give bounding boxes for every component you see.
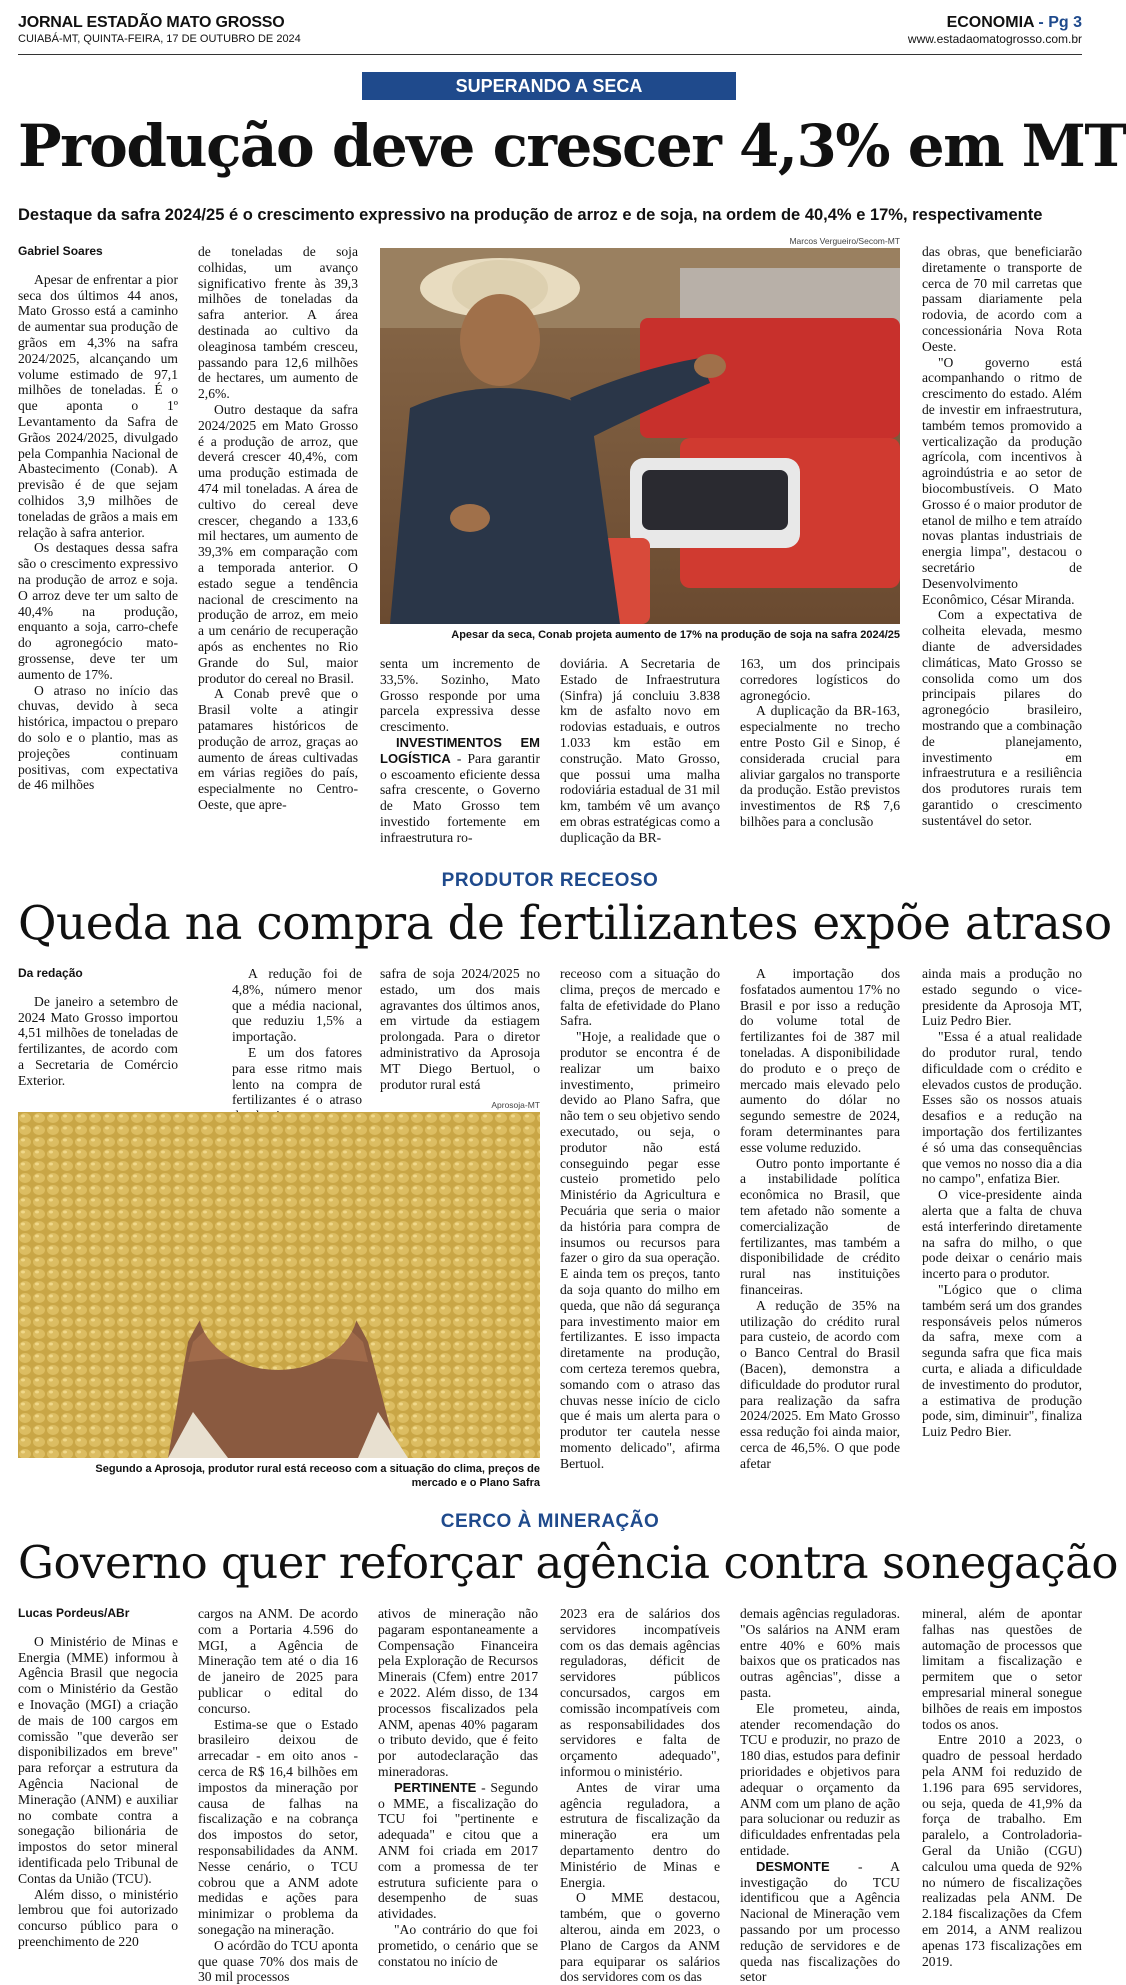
article1-byline: Gabriel Soares: [18, 244, 103, 258]
article3-column-4: [560, 1606, 720, 1985]
subhead-pertinente: PERTINENTE: [394, 1779, 477, 1795]
article2-photo: [18, 1112, 540, 1458]
paragraph: Outro ponto importante é a instabilidade política econômica no Brasil, que tem afetado não somente a comercialização de fertilizantes, mas também a disponibilidade de crédito rural nas instituições financeiras.: [740, 1155, 900, 1297]
section-name: ECONOMIA: [946, 14, 1034, 31]
paragraph: Estima-se que o Estado brasileiro deixou de arrecadar - em oito anos - cerca de R$ 16,4 bilhões em impostos da mineração por causa de falhas na fiscalização e na cobrança dos impostos do setor, responsabilidades da ANM. Nesse cenário, o TCU cobrou que a ANM adote medidas e ações para minimizar o problema da sonegação na mineração.: [198, 1716, 358, 1937]
article3-kicker: CERCO À MINERAÇÃO: [440, 1511, 660, 1532]
paragraph: Antes de virar uma agência reguladora, a estrutura de fiscalização da mineração era um departamento dentro do Ministério de Minas e Energia.: [560, 1779, 720, 1890]
paragraph: De janeiro a setembro de 2024 Mato Grosso importou 4,51 milhões de toneladas de fertilizantes, de acordo com a Secretaria de Comércio Exterior.: [18, 993, 178, 1088]
paragraph: "Ao contrário do que foi prometido, o cenário que se constatou no início de: [378, 1921, 538, 1969]
article2-photo-credit: Aprosoja-MT: [491, 1100, 540, 1110]
paragraph: Ele prometeu, ainda, atender recomendação do TCU e produzir, no prazo de 180 dias, estudos para definir prioridades e objetivos para adequar o orçamento da ANM com um plano de ação para solucionar ou reduzir as dificuldades enfrentadas pela entidade.: [740, 1700, 900, 1858]
paragraph: das obras, que beneficiarão diretamente o transporte de cerca de 70 mil carretas que passam diariamente pela rodovia, de acordo com a concessionária Nova Rota Oeste.: [922, 244, 1082, 354]
page-separator: -: [1033, 14, 1049, 31]
paragraph: Apesar de enfrentar a pior seca dos últimos 44 anos, Mato Grosso está a caminho de aumentar sua produção de grãos em 4,3% na safra 2024/2025, alcançando um volume estimado de 97,1 milhões de toneladas. É o que aponta o 1º Levantamento da Safra de Grãos 2024/2025, divulgado pela Companhia Nacional de Abastecimento (Conab). A previsão é de que sejam colhidos 3,9 milhões de toneladas de grãos a mais em relação à safra anterior.: [18, 271, 178, 540]
paragraph: E um dos fatores para esse ritmo mais lento na compra de fertilizantes é o atraso: [232, 1044, 362, 1108]
paragraph: O Ministério de Minas e Energia (MME) informou à Agência Brasil que negocia com o Ministério da Gestão e Inovação (MGI) a criação de mais de 100 cargos em comissão "que deverão ser disponibilizados em breve" para reforçar a estrutura da Agência Nacional de Mineração (ANM) e auxiliar no combate contra a sonegação bilionária de impostos do setor mineral identificada pelo Tribunal de Contas da União (TCU).: [18, 1633, 178, 1886]
paragraph: A redução de 35% na utilização do crédito rural para custeio, de acordo com o Banco Central do Brasil (Bacen), demonstra a dificuldade do produtor rural para realização da safra 2024/2025. Em Mato Grosso essa redução foi ainda maior, cerca de 46,5%. O que pode afetar: [740, 1297, 900, 1471]
article1-headline: Produção deve crescer 4,3% em MT: [18, 112, 1126, 180]
article2-kicker: PRODUTOR RECEOSO: [441, 870, 659, 891]
article1-column-4: [560, 656, 720, 854]
article1-deck: Destaque da safra 2024/25 é o crescimento expressivo na produção de arroz e de soja, na ordem de 40,4% e 17%, respectivamente: [18, 206, 1043, 224]
article1-column-3: [380, 656, 540, 854]
paragraph: receoso com a situação do clima, preços de mercado e falta de efetividade do Plano Safra.: [560, 966, 720, 1029]
article1-column-6: [922, 244, 1082, 854]
subhead-desmonte: DESMONTE: [756, 1858, 830, 1874]
article2-column-6: [922, 966, 1082, 1486]
paragraph: mineral, além de apontar falhas nas questões de automação de processos que limitam a fiscalização e permitem que o setor empresarial mineral sonegue bilhões de reais em impostos todos os anos.: [922, 1606, 1082, 1732]
paragraph: de toneladas de soja colhidas, um avanço significativo frente às 39,3 milhões de toneladas da safra anterior. A área destinada ao cultivo da oleaginosa também cresceu, passando para 12,6 milhões de hectares, um aumento de 2,6%.: [198, 244, 358, 402]
paragraph: ainda mais a produção no estado segundo o vice-presidente da Aprosoja MT, Luiz Pedro Bier.: [922, 966, 1082, 1029]
paragraph: cargos na ANM. De acordo com a Portaria 4.596 do MGI, a Agência de Mineração tem até o dia 16 de janeiro de 2025 para publicar o edital do concurso.: [198, 1606, 358, 1716]
article1-kicker: SUPERANDO A SECA: [362, 72, 736, 100]
article1-photo-credit: Marcos Vergueiro/Secom-MT: [789, 236, 900, 246]
article1-column-5: [740, 656, 900, 854]
article3-headline: Governo quer reforçar agência contra sonegação: [18, 1536, 1119, 1589]
paragraph: O acórdão do TCU aponta que quase 70% dos mais de 30 mil processos: [198, 1937, 358, 1985]
masthead-left: [18, 14, 301, 45]
paragraph-text: - Segundo o MME, a fiscalização do TCU foi "pertinente e adequada" e citou que a ANM foi criada em 2017 com a promessa de ter estrutura suficiente para o desempenho de suas atividades.: [378, 1779, 538, 1922]
page-number: Pg 3: [1048, 14, 1082, 31]
paragraph: A Conab prevê que o Brasil volte a atingir patamares históricos de produção de arroz, graças ao aumento de áreas cultivadas em várias regiões do país, especialmente no Centro-Oeste, que apre-: [198, 686, 358, 812]
paragraph: Os destaques dessa safra são o crescimento expressivo na produção de arroz e soja. O arroz deve ter um salto de 40,4% na produção, enquanto a soja, carro-chefe do agronegócio mato-grossense, deve ter um aumento de 17%.: [18, 540, 178, 682]
soybeans-in-hands-image: [18, 1112, 540, 1458]
paragraph: "O governo está acompanhando o ritmo de crescimento do estado. Além de investir em infraestrutura, também temos promovido a verticalização da produção agrícola, com incentivos à agroindústria e ao setor de biocombustíveis. O Mato Grosso é o maior produtor de etanol de milho e tem atraído novas plantas industriais de energia limpa", destacou o secretário de Desenvolvimento Econômico, César Miranda.: [922, 354, 1082, 607]
paragraph: "Hoje, a realidade que o produtor se encontra é de realizar um baixo investimento, primeiro devido ao Plano Safra, que não tem o seu objetivo sendo executado, ou seja, o produtor não está conseguindo pegar esse custeio prometido pelo Ministério da Agricultura e Pecuária que seria o maior da história para compra de insumos ou recursos para fazer o giro da sua operação. E ainda tem os preços, tanto da soja quanto do milho em queda, que não dá segurança para investimento maior em fertilizantes. E isso impacta diretamente na produção, com certeza teremos quebra, somando com o atraso das chuvas nesse início de ciclo que é mais um alerta para o produtor ter cautela nesse momento delicado", afirma Bertuol.: [560, 1029, 720, 1471]
paragraph: Outro destaque da safra 2024/2025 em Mato Grosso é a produção de arroz, que deverá crescer 40,4%, com uma produção estimada de 474 mil toneladas. A área de cultivo do cereal deve crescer, chegando a 133,6 mil hectares, um aumento de 39,3% em comparação com a temporada anterior. O estado segue a tendência nacional de crescimento na produção de arroz, em meio a um cenário de recuperação após as enchentes no Rio Grande do Sul, maior produtor do cereal no Brasil.: [198, 401, 358, 686]
paragraph: safra de soja 2024/2025 no estado, um dos mais agravantes dos últimos anos, em virtude da estiagem prolongada. Para o diretor administrativo da Aprosoja MT Diego Bertuol, o produtor rural está: [380, 966, 540, 1092]
article2-column-2: [232, 966, 362, 1106]
article3-column-6: [922, 1606, 1082, 1969]
paragraph: 2023 era de salários dos servidores incompatíveis com os das demais agências reguladoras, déficit de servidores públicos concursados, cargos em comissão incompatíveis com as responsabilidades dos servidores e falta de orçamento adequado", informou o ministério.: [560, 1606, 720, 1779]
paragraph: O atraso no início das chuvas, devido à seca histórica, impactou o preparo do solo e o plantio, mas as projeções continuam positivas, com expectativa de 46 milhões: [18, 682, 178, 793]
paragraph: O vice-presidente ainda alerta que a falta de chuva está interferindo diretamente na safra do milho, o que pode deixar o cenário mais incerto para o produtor.: [922, 1187, 1082, 1282]
masthead-right: [908, 14, 1082, 46]
paragraph-text: - Para garantir o escoamento eficiente dessa safra crescente, o Governo de Mato Grosso tem investido fortemente em infraestrutura ro-: [380, 750, 540, 845]
article1-column-1: [18, 244, 178, 854]
section-label: [908, 14, 1082, 32]
article1-photo: [380, 248, 900, 624]
caption-line: Segundo a Aprosoja, produtor rural está receoso com a situação do clima, preços de: [95, 1463, 540, 1475]
subhead-logistics: INVESTIMENTOS EM LOGÍSTICA: [380, 734, 540, 766]
paragraph: 163, um dos principais corredores logísticos do agronegócio.: [740, 656, 900, 703]
article1-caption: Apesar da seca, Conab projeta aumento de 17% na produção de soja na safra 2024/25: [451, 629, 900, 641]
article3-column-5: [740, 1606, 900, 1985]
paragraph: ativos de mineração não pagaram espontaneamente a Compensação Financeira pela Exploração de Recursos Minerais (Cfem) entre 2017 e 2022. Além disso, de 134 processos fiscalizados pela ANM, apenas 40% pagaram o tributo devido, que é feito por autodeclaração das mineradoras.: [378, 1606, 538, 1779]
article2-byline: Da redação: [18, 966, 83, 980]
paragraph: Além disso, o ministério lembrou que foi autorizado concurso público para o preenchimento de 220: [18, 1886, 178, 1949]
article2-column-3: [380, 966, 540, 1106]
paragraph: A duplicação da BR-163, especialmente no trecho entre Posto Gil e Sinop, é considerada crucial para aliviar gargalos no transporte da produção. Estão previstos investimentos de R$ 7,6 bilhões para a conclusão: [740, 703, 900, 829]
article3-column-2: [198, 1606, 358, 1985]
paragraph: demais agências reguladoras. "Os salários na ANM eram entre 40% e 60% mais baixos que os praticados nas outras agências", disse a pasta.: [740, 1606, 900, 1700]
paper-name: JORNAL ESTADÃO MATO GROSSO: [18, 14, 285, 31]
article3-column-3: [378, 1606, 538, 1969]
paragraph: Entre 2010 a 2023, o quadro de pessoal herdado pela ANM foi reduzido de 1.196 para 695 servidores, ou seja, queda de 41,9% da força de trabalho. Em paralelo, a Controladoria-Geral da União (CGU) calculou uma queda de 92% no número de fiscalizações realizadas pela ANM. De 2.184 fiscalizações da Cfem em 2014, a ANM realizou apenas 173 fiscalizações em 2019.: [922, 1732, 1082, 1969]
paper-dateline: CUIABÁ-MT, QUINTA-FEIRA, 17 DE OUTUBRO DE 2024: [18, 33, 301, 45]
article3-column-1: [18, 1606, 178, 1966]
article1-column-2: [198, 244, 358, 854]
website-url[interactable]: www.estadaomatogrosso.com.br: [907, 32, 1082, 46]
paragraph: [380, 735, 540, 846]
caption-line: mercado e o Plano Safra: [411, 1477, 540, 1489]
article2-column-4: [560, 966, 720, 1486]
paragraph: [378, 1780, 538, 1922]
article2-caption: [18, 1462, 540, 1490]
paragraph: Com a expectativa de colheita elevada, mesmo diante de adversidades climáticas, Mato Grosso se consolida como um dos principais pilares do agronegócio brasileiro, mostrando que a combinação de planejamento, investimento em infraestrutura e a resiliência dos produtores rurais tem garantido o crescimento sustentável do setor.: [922, 607, 1082, 828]
paragraph: A redução foi de 4,8%, número menor que a média nacional, que reduziu 1,5% a importação.: [232, 966, 362, 1045]
paragraph: A importação dos fosfatados aumentou 17% no Brasil e por isso a redução do volume total de fertilizantes foi de 387 mil toneladas. A disponibilidade do produto e o preço de mercado mais elevado pelo aumento do dólar no segundo semestre de 2024, foram determinantes para esse volume reduzido.: [740, 966, 900, 1155]
masthead-rule: [18, 54, 1082, 55]
paragraph: "Essa é a atual realidade do produtor rural, tendo dificuldade com o crédito e elevados custos de produção. Esses são os nossos atuais desafios e a redução na importação dos fertilizantes é só uma das consequências que vemos no nosso dia a dia no campo", enfatiza Bier.: [922, 1029, 1082, 1187]
paragraph: [740, 1859, 900, 1985]
article2-column-1: [18, 966, 178, 1106]
paragraph: senta um incremento de 33,5%. Sozinho, Mato Grosso responde por uma parcela expressiva desse crescimento.: [380, 656, 540, 735]
article2-column-5: [740, 966, 900, 1486]
paragraph-text: - A investigação do TCU identificou que a Agência Nacional de Mineração vem passando por um processo redução de servidores e de queda nas fiscalizações do setor: [740, 1858, 900, 1985]
paragraph: O MME destacou, também, que o governo alterou, ainda em 2023, o Plano de Cargos da ANM para equiparar os salários dos servidores com os das: [560, 1890, 720, 1985]
paragraph: doviária. A Secretaria de Estado de Infraestrutura (Sinfra) já concluiu 3.838 km de asfalto novo em rodovias estaduais, e outros 1.033 km estão em construção. Mato Grosso, que possui uma malha rodoviária estadual de 31 mil km, também vê um avanço em obras estratégicas como a duplicação da BR-: [560, 656, 720, 845]
masthead: [18, 14, 1082, 54]
paragraph: "Lógico que o clima também será um dos grandes responsáveis pelos números da safra, mexe com a segunda safra que fica mais curta, e aliada a dificuldade de investimento do produtor, a estimativa de produção pode, sim, diminuir", finaliza Luiz Pedro Bier.: [922, 1281, 1082, 1440]
article3-byline: Lucas Pordeus/ABr: [18, 1606, 130, 1620]
farmer-planter-image: [380, 248, 900, 624]
article2-headline: Queda na compra de fertilizantes expõe atraso: [18, 896, 1112, 951]
